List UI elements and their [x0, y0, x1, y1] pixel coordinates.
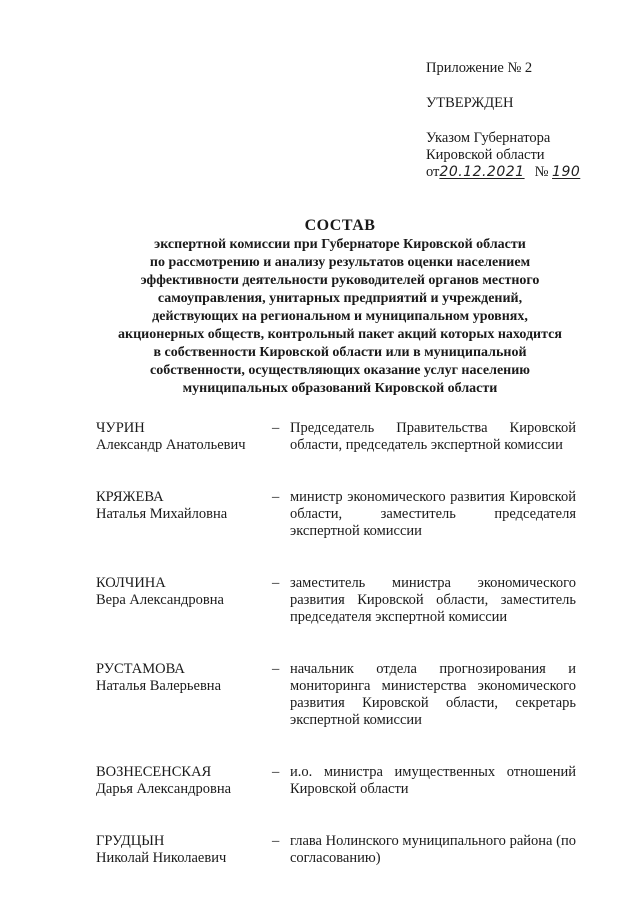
member-role: глава Нолинского муниципального района (по согласованию) — [290, 833, 576, 866]
member-surname: РУСТАМОВА — [96, 661, 185, 677]
title-line: акционерных обществ, контрольный пакет акций которых находится — [118, 327, 562, 342]
member-entry — [96, 420, 576, 454]
member-surname: ГРУДЦЫН — [96, 833, 165, 849]
dash-separator: – — [272, 764, 280, 780]
member-role: заместитель министра экономического развития Кировской области, заместитель председателя экспертной комиссии — [290, 575, 576, 625]
member-role: министр экономического развития Кировской области, заместитель председателя экспертной комиссии — [290, 489, 576, 539]
member-surname: ВОЗНЕСЕНСКАЯ — [96, 764, 212, 780]
member-entry — [96, 833, 576, 867]
member-entry — [96, 764, 576, 798]
member-name — [96, 420, 272, 454]
handwritten-number: 190 — [552, 164, 581, 180]
title-line: собственности, осуществляющих оказание услуг населению — [150, 363, 530, 378]
decree-line-1: Указом Губернатора — [426, 130, 551, 146]
member-entry — [96, 575, 576, 626]
dash-separator: – — [272, 489, 280, 505]
member-name — [96, 661, 272, 729]
decree-date-line — [426, 164, 626, 181]
member-given-name: Николай Николаевич — [96, 850, 227, 866]
handwritten-date: 20.12.2021 — [439, 164, 525, 180]
member-name — [96, 833, 272, 867]
title-line: эффективности деятельности руководителей органов местного — [140, 273, 540, 288]
dash-separator: – — [272, 833, 280, 849]
title-line: экспертной комиссии при Губернаторе Кировской области — [154, 237, 526, 252]
member-role: и.о. министра имущественных отношений Кировской области — [290, 764, 576, 797]
title-line: самоуправления, унитарных предприятий и учреждений, — [157, 291, 523, 306]
dash-separator: – — [272, 575, 280, 591]
approved-label: УТВЕРЖДЕН — [426, 95, 514, 111]
number-label: № — [534, 164, 549, 180]
decree-line-2: Кировской области — [426, 147, 545, 163]
member-entry — [96, 489, 576, 540]
member-given-name: Наталья Михайловна — [96, 506, 228, 522]
dash-separator: – — [272, 661, 280, 677]
member-name — [96, 489, 272, 540]
member-given-name: Дарья Александровна — [96, 781, 232, 797]
member-surname: КРЯЖЕВА — [96, 489, 164, 505]
title-line: действующих на региональном и муниципальном уровнях, — [152, 309, 528, 324]
member-given-name: Александр Анатольевич — [96, 437, 246, 453]
member-given-name: Наталья Валерьевна — [96, 678, 221, 694]
member-name — [96, 575, 272, 626]
approval-header — [426, 60, 626, 181]
members-list — [96, 420, 576, 902]
title-line: в собственности Кировской области или в муниципальной — [153, 345, 527, 360]
member-given-name: Вера Александровна — [96, 592, 224, 608]
appendix-label: Приложение № 2 — [426, 60, 533, 76]
date-prefix: от — [426, 164, 440, 180]
title-line: по рассмотрению и анализу результатов оценки населением — [149, 255, 531, 270]
member-name — [96, 764, 272, 798]
dash-separator: – — [272, 420, 280, 436]
member-surname: ЧУРИН — [96, 420, 145, 436]
member-role: начальник отдела прогнозирования и мониторинга министерства экономического развития Кировской области, секретарь экспертной комиссии — [290, 661, 576, 728]
member-surname: КОЛЧИНА — [96, 575, 166, 591]
member-role: Председатель Правительства Кировской области, председатель экспертной комиссии — [290, 420, 576, 453]
title-main: СОСТАВ — [304, 217, 376, 234]
member-entry — [96, 661, 576, 729]
document-title — [90, 216, 590, 398]
title-line: муниципальных образований Кировской области — [182, 381, 498, 396]
